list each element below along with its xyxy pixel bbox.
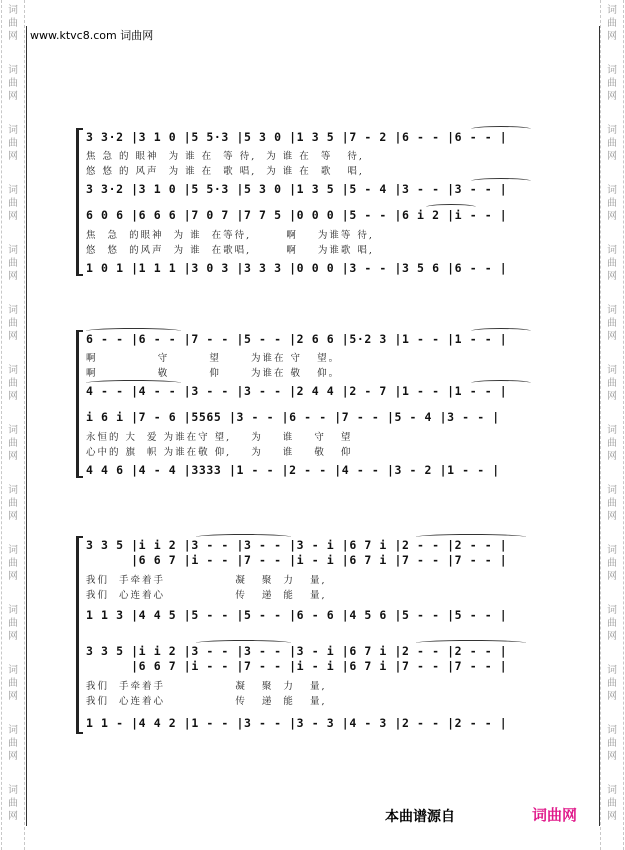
watermark-group bbox=[601, 304, 623, 343]
watermark-char: 词 bbox=[607, 125, 617, 136]
watermark-group bbox=[2, 664, 24, 703]
tie-mark bbox=[86, 328, 181, 334]
watermark-char: 网 bbox=[8, 271, 18, 282]
tie-mark bbox=[196, 640, 291, 646]
tie-mark bbox=[426, 204, 476, 210]
watermark-char: 词 bbox=[607, 785, 617, 796]
watermark-char: 曲 bbox=[8, 738, 18, 749]
tie-mark bbox=[416, 640, 526, 646]
watermark-char: 曲 bbox=[8, 78, 18, 89]
watermark-char: 网 bbox=[8, 751, 18, 762]
watermark-char: 曲 bbox=[8, 498, 18, 509]
lyric-row: 我们 心连着心 传 递 能 量, bbox=[86, 590, 327, 601]
score-system-3 bbox=[86, 536, 556, 736]
watermark-char: 词 bbox=[607, 725, 617, 736]
watermark-char: 网 bbox=[8, 511, 18, 522]
system-brace bbox=[76, 536, 83, 734]
watermark-char: 网 bbox=[8, 211, 18, 222]
lyric-row: 悠 悠 的风声 为 谁 在歌唱, 啊 为谁歌 唱, bbox=[86, 245, 374, 256]
watermark-group bbox=[2, 364, 24, 403]
watermark-char: 网 bbox=[607, 751, 617, 762]
watermark-char: 网 bbox=[607, 211, 617, 222]
watermark-char: 曲 bbox=[607, 378, 617, 389]
watermark-char: 词 bbox=[607, 245, 617, 256]
watermark-group bbox=[2, 604, 24, 643]
watermark-group bbox=[2, 304, 24, 343]
watermark-char: 网 bbox=[607, 451, 617, 462]
watermark-char: 词 bbox=[8, 305, 18, 316]
watermark-char: 曲 bbox=[607, 18, 617, 29]
watermark-group bbox=[601, 604, 623, 643]
lyric-row: 悠 悠 的 风声 为 谁 在 歌 唱, 为 谁 在 歌 唱, bbox=[86, 166, 364, 177]
notes-row: 3 3·2 |3 1 0 |5 5·3 |5 3 0 |1 3 5 |5 - 4 |3 - - |3 - - | bbox=[86, 182, 508, 196]
watermark-char: 词 bbox=[8, 125, 18, 136]
watermark-char: 网 bbox=[607, 631, 617, 642]
watermark-char: 网 bbox=[8, 571, 18, 582]
watermark-char: 词 bbox=[8, 785, 18, 796]
watermark-char: 曲 bbox=[8, 798, 18, 809]
watermark-char: 曲 bbox=[8, 678, 18, 689]
watermark-char: 网 bbox=[8, 631, 18, 642]
watermark-char: 词 bbox=[607, 185, 617, 196]
lyric-row: 啊 守 望 为谁在 守 望。 bbox=[86, 353, 341, 364]
watermark-char: 曲 bbox=[607, 498, 617, 509]
system-brace bbox=[76, 330, 83, 478]
watermark-char: 词 bbox=[8, 245, 18, 256]
watermark-char: 网 bbox=[607, 811, 617, 822]
watermark-char: 曲 bbox=[607, 558, 617, 569]
watermark-char: 词 bbox=[607, 5, 617, 16]
score-system-1 bbox=[86, 128, 556, 278]
watermark-char: 网 bbox=[8, 391, 18, 402]
notes-row: 6 - - |6 - - |7 - - |5 - - |2 6 6 |5·2 3 |1 - - |1 - - | bbox=[86, 332, 508, 346]
watermark-char: 曲 bbox=[607, 678, 617, 689]
watermark-char: 网 bbox=[607, 571, 617, 582]
watermark-char: 曲 bbox=[607, 138, 617, 149]
lyric-row: 永恒的 大 爱 为谁在守 望, 为 谁 守 望 bbox=[86, 432, 353, 443]
watermark-group bbox=[2, 124, 24, 163]
tie-mark bbox=[86, 380, 181, 386]
watermark-char: 网 bbox=[607, 31, 617, 42]
watermark-char: 网 bbox=[607, 511, 617, 522]
lyric-row: 我们 手牵着手 凝 聚 力 量, bbox=[86, 575, 327, 586]
watermark-char: 词 bbox=[8, 425, 18, 436]
watermark-char: 曲 bbox=[607, 258, 617, 269]
watermark-char: 曲 bbox=[8, 258, 18, 269]
notes-row: 1 1 3 |4 4 5 |5 - - |5 - - |6 - 6 |4 5 6 |5 - - |5 - - | bbox=[86, 608, 508, 622]
watermark-char: 曲 bbox=[607, 198, 617, 209]
watermark-char: 词 bbox=[8, 65, 18, 76]
tie-mark bbox=[471, 126, 531, 132]
watermark-char: 曲 bbox=[8, 198, 18, 209]
watermark-char: 词 bbox=[8, 545, 18, 556]
watermark-char: 词 bbox=[8, 5, 18, 16]
score-system-2 bbox=[86, 330, 556, 480]
watermark-char: 网 bbox=[8, 691, 18, 702]
site-header[interactable]: www.ktvc8.com 词曲网 bbox=[30, 29, 154, 42]
watermark-char: 曲 bbox=[607, 618, 617, 629]
watermark-group bbox=[2, 484, 24, 523]
watermark-char: 曲 bbox=[8, 438, 18, 449]
watermark-group bbox=[601, 424, 623, 463]
watermark-char: 词 bbox=[8, 725, 18, 736]
lyric-row: 心中的 旗 帜 为谁在敬 仰, 为 谁 敬 仰 bbox=[86, 447, 353, 458]
watermark-group bbox=[2, 4, 24, 43]
lyric-row: 焦 急 的眼神 为 谁 在等待, 啊 为谁等 待, bbox=[86, 230, 374, 241]
watermark-char: 词 bbox=[8, 365, 18, 376]
watermark-char: 词 bbox=[607, 365, 617, 376]
watermark-group bbox=[2, 784, 24, 823]
watermark-char: 曲 bbox=[8, 138, 18, 149]
tie-mark bbox=[471, 178, 531, 184]
tie-mark bbox=[196, 534, 291, 540]
watermark-char: 词 bbox=[8, 605, 18, 616]
watermark-char: 网 bbox=[607, 271, 617, 282]
watermark-char: 网 bbox=[8, 451, 18, 462]
tie-mark bbox=[471, 380, 531, 386]
watermark-group bbox=[601, 364, 623, 403]
lyric-row: 我们 心连着心 传 递 能 量, bbox=[86, 696, 327, 707]
watermark-char: 网 bbox=[8, 91, 18, 102]
watermark-group bbox=[601, 724, 623, 763]
watermark-char: 词 bbox=[607, 665, 617, 676]
notes-row: i 6 i |7 - 6 |5565 |3 - - |6 - - |7 - - |5 - 4 |3 - - | bbox=[86, 410, 500, 424]
right-watermark-strip bbox=[600, 0, 624, 850]
watermark-char: 网 bbox=[8, 31, 18, 42]
watermark-char: 网 bbox=[8, 151, 18, 162]
tie-mark bbox=[416, 534, 526, 540]
watermark-char: 曲 bbox=[607, 78, 617, 89]
notes-row: 4 - - |4 - - |3 - - |3 - - |2 4 4 |2 - 7 |1 - - |1 - - | bbox=[86, 384, 508, 398]
watermark-char: 曲 bbox=[607, 438, 617, 449]
notes-row: 4 4 6 |4 - 4 |3333 |1 - - |2 - - |4 - - |3 - 2 |1 - - | bbox=[86, 463, 500, 477]
watermark-char: 曲 bbox=[8, 18, 18, 29]
tie-mark bbox=[471, 328, 531, 334]
watermark-char: 词 bbox=[607, 305, 617, 316]
watermark-group bbox=[601, 124, 623, 163]
watermark-char: 曲 bbox=[8, 558, 18, 569]
watermark-char: 曲 bbox=[8, 378, 18, 389]
notes-row: 6 0 6 |6 6 6 |7 0 7 |7 7 5 |0 0 0 |5 - - |6 i 2 |i - - | bbox=[86, 208, 508, 222]
watermark-group bbox=[2, 424, 24, 463]
watermark-group bbox=[601, 484, 623, 523]
system-brace bbox=[76, 128, 83, 276]
lyric-row: 啊 敬 仰 为谁在 敬 仰。 bbox=[86, 368, 341, 379]
watermark-char: 网 bbox=[607, 391, 617, 402]
watermark-char: 词 bbox=[607, 545, 617, 556]
watermark-char: 曲 bbox=[8, 318, 18, 329]
watermark-char: 网 bbox=[8, 331, 18, 342]
watermark-group bbox=[601, 544, 623, 583]
watermark-group bbox=[2, 544, 24, 583]
watermark-char: 曲 bbox=[607, 798, 617, 809]
notes-row: |6 6 7 |i - - |7 - - |i - i |6 7 i |7 - - |7 - - | bbox=[86, 659, 508, 673]
watermark-char: 网 bbox=[607, 691, 617, 702]
watermark-char: 词 bbox=[8, 485, 18, 496]
watermark-char: 曲 bbox=[8, 618, 18, 629]
watermark-char: 曲 bbox=[607, 318, 617, 329]
site-logo[interactable]: 词曲网 bbox=[532, 806, 578, 824]
watermark-char: 网 bbox=[607, 151, 617, 162]
watermark-group bbox=[601, 244, 623, 283]
watermark-char: 网 bbox=[607, 331, 617, 342]
watermark-char: 词 bbox=[8, 185, 18, 196]
notes-row: 3 3 5 |i i 2 |3 - - |3 - - |3 - i |6 7 i |2 - - |2 - - | bbox=[86, 644, 508, 658]
notes-row: 3 3 5 |i i 2 |3 - - |3 - - |3 - i |6 7 i |2 - - |2 - - | bbox=[86, 538, 508, 552]
watermark-char: 词 bbox=[8, 665, 18, 676]
watermark-group bbox=[601, 64, 623, 103]
notes-row: 1 0 1 |1 1 1 |3 0 3 |3 3 3 |0 0 0 |3 - - |3 5 6 |6 - - | bbox=[86, 261, 508, 275]
watermark-group bbox=[2, 244, 24, 283]
watermark-group bbox=[2, 724, 24, 763]
left-watermark-strip bbox=[1, 0, 25, 850]
watermark-char: 曲 bbox=[607, 738, 617, 749]
watermark-group bbox=[601, 784, 623, 823]
watermark-group bbox=[601, 184, 623, 223]
watermark-char: 网 bbox=[607, 91, 617, 102]
watermark-char: 网 bbox=[8, 811, 18, 822]
notes-row: 3 3·2 |3 1 0 |5 5·3 |5 3 0 |1 3 5 |7 - 2 |6 - - |6 - - | bbox=[86, 130, 508, 144]
watermark-char: 词 bbox=[607, 65, 617, 76]
watermark-char: 词 bbox=[607, 425, 617, 436]
watermark-group bbox=[2, 64, 24, 103]
watermark-group bbox=[601, 4, 623, 43]
notes-row: 1 1 - |4 4 2 |1 - - |3 - - |3 - 3 |4 - 3 |2 - - |2 - - | bbox=[86, 716, 508, 730]
watermark-group bbox=[2, 184, 24, 223]
notes-row: |6 6 7 |i - - |7 - - |i - i |6 7 i |7 - - |7 - - | bbox=[86, 553, 508, 567]
source-label: 本曲谱源自 bbox=[385, 809, 455, 825]
lyric-row: 焦 急 的 眼神 为 谁 在 等 待, 为 谁 在 等 待, bbox=[86, 151, 364, 162]
watermark-char: 词 bbox=[607, 485, 617, 496]
watermark-group bbox=[601, 664, 623, 703]
lyric-row: 我们 手牵着手 凝 聚 力 量, bbox=[86, 681, 327, 692]
watermark-char: 词 bbox=[607, 605, 617, 616]
